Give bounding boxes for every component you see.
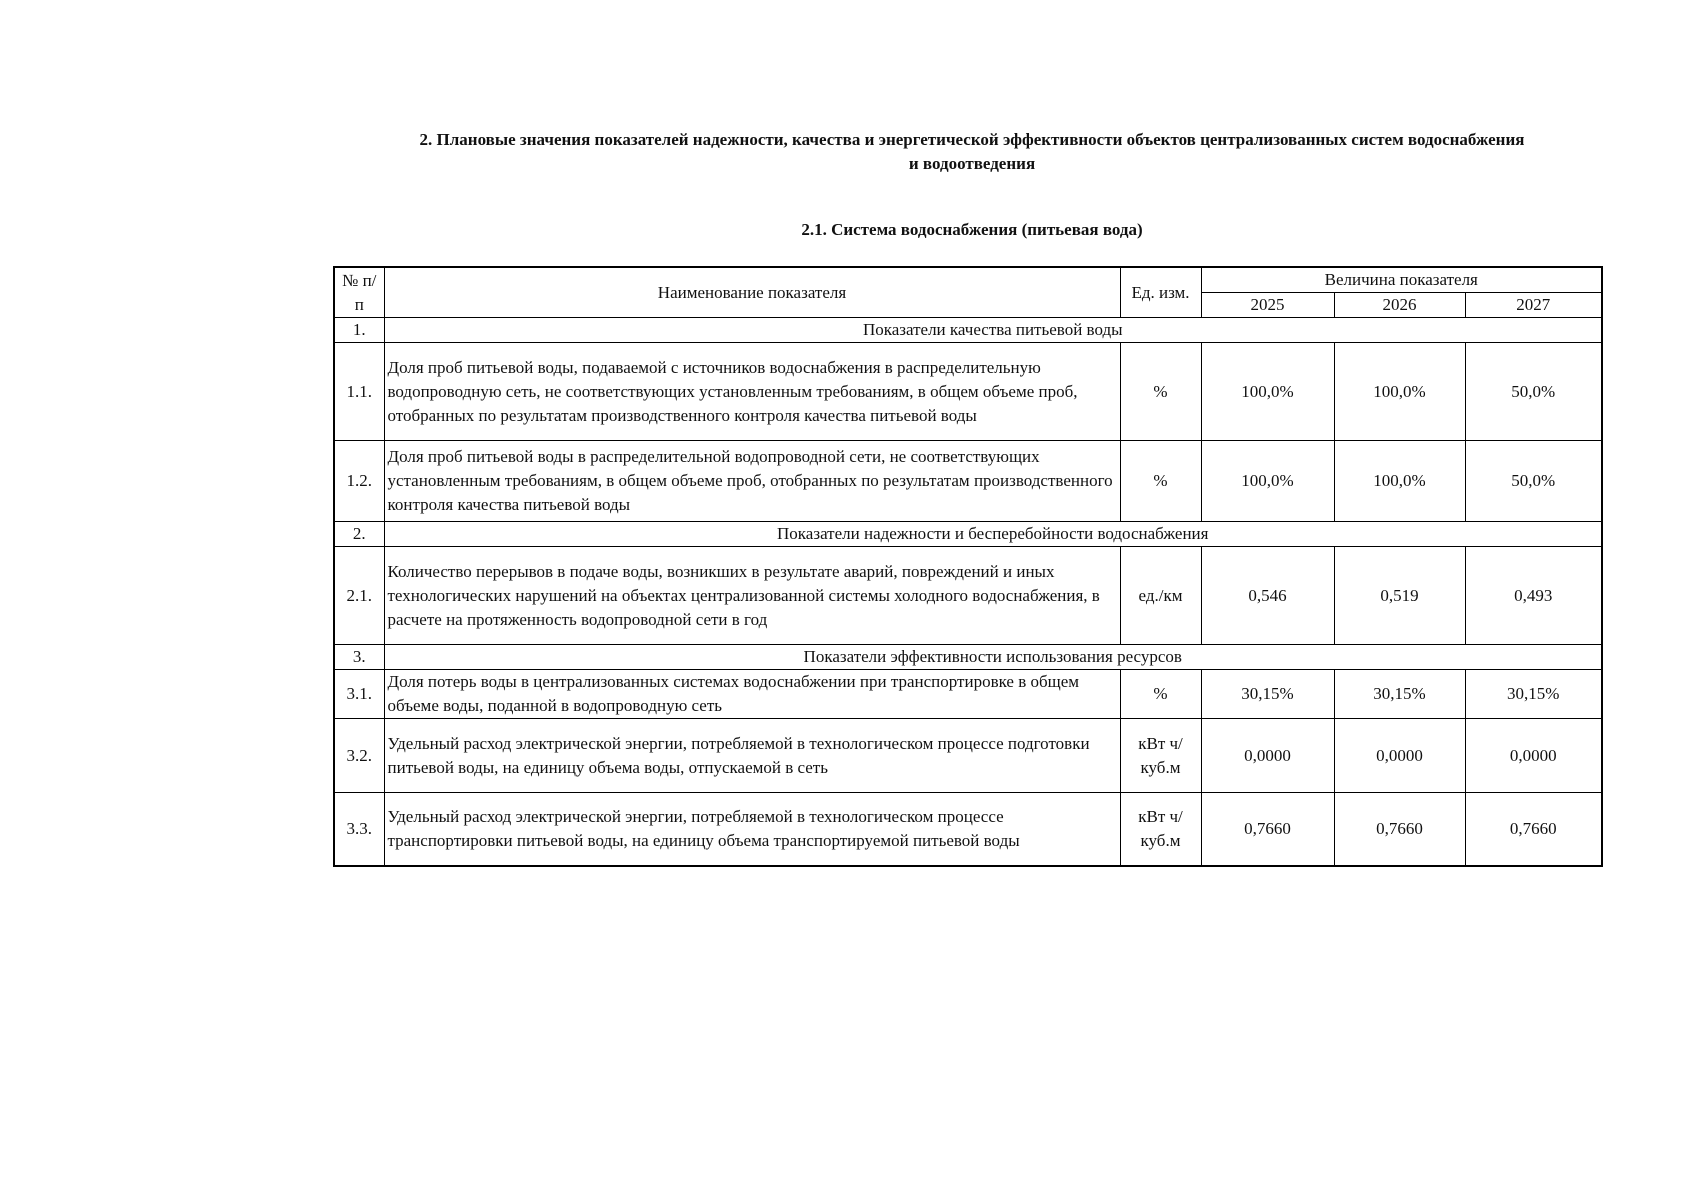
indicator-name: Удельный расход электрической энергии, потребляемой в технологическом процессе транспортировки питьевой воды, на единицу объема транспортируемой питьевой воды [384,793,1120,866]
value-2025: 0,7660 [1201,793,1334,866]
document-heading [333,128,1611,176]
header-value-group: Величина показателя [1201,267,1602,293]
header-name: Наименование показателя [384,267,1120,318]
row-num: 2.1. [334,547,384,645]
row-num: 3.3. [334,793,384,866]
value-2025: 100,0% [1201,343,1334,441]
section-title: Показатели качества питьевой воды [384,318,1602,343]
table-row [334,547,1602,645]
value-2026: 0,0000 [1334,719,1465,793]
row-num: 1.2. [334,441,384,522]
header-num: № п/п [334,267,384,318]
value-2026: 30,15% [1334,670,1465,719]
row-num: 1. [334,318,384,343]
indicator-unit: кВт ч/куб.м [1120,793,1201,866]
row-num: 3.2. [334,719,384,793]
header-unit: Ед. изм. [1120,267,1201,318]
header-year: 2025 [1201,293,1334,318]
section-subheading: 2.1. Система водоснабжения (питьевая вода) [801,220,1143,239]
indicator-name: Доля потерь воды в централизованных системах водоснабжении при транспортировке в общем объеме воды, поданной в водопроводную сеть [384,670,1120,719]
row-num: 1.1. [334,343,384,441]
table-row [334,793,1602,866]
value-2027: 50,0% [1465,441,1602,522]
value-2025: 0,546 [1201,547,1334,645]
header-year: 2027 [1465,293,1602,318]
indicator-name: Удельный расход электрической энергии, потребляемой в технологическом процессе подготовки питьевой воды, на единицу объема воды, отпускаемой в сеть [384,719,1120,793]
indicator-name: Доля проб питьевой воды, подаваемой с источников водоснабжения в распределительную водопроводную сеть, не соответствующих установленным требованиям, в общем объеме проб, отобранных по результатам производственного контроля качества питьевой воды [384,343,1120,441]
table-row [334,719,1602,793]
section-title: Показатели эффективности использования ресурсов [384,645,1602,670]
section-row [334,318,1602,343]
indicator-unit: кВт ч/куб.м [1120,719,1201,793]
indicators-table [333,266,1603,867]
indicator-unit: % [1120,343,1201,441]
indicator-unit: % [1120,441,1201,522]
row-num: 3. [334,645,384,670]
header-year: 2026 [1334,293,1465,318]
value-2027: 0,493 [1465,547,1602,645]
value-2025: 30,15% [1201,670,1334,719]
value-2027: 50,0% [1465,343,1602,441]
section-row [334,645,1602,670]
value-2027: 0,7660 [1465,793,1602,866]
table-row [334,441,1602,522]
row-num: 3.1. [334,670,384,719]
indicator-unit: ед./км [1120,547,1201,645]
row-num: 2. [334,522,384,547]
table-header-row [334,267,1602,293]
indicator-name: Доля проб питьевой воды в распределительной водопроводной сети, не соответствующих установленным требованиям, в общем объеме проб, отобранных по результатам производственного контроля качества питьевой воды [384,441,1120,522]
value-2026: 100,0% [1334,343,1465,441]
value-2026: 0,7660 [1334,793,1465,866]
value-2026: 100,0% [1334,441,1465,522]
table-row [334,670,1602,719]
value-2026: 0,519 [1334,547,1465,645]
heading-line-2: и водоотведения [908,154,1036,173]
indicator-unit: % [1120,670,1201,719]
value-2025: 0,0000 [1201,719,1334,793]
value-2027: 0,0000 [1465,719,1602,793]
section-row [334,522,1602,547]
value-2027: 30,15% [1465,670,1602,719]
indicator-name: Количество перерывов в подаче воды, возникших в результате аварий, повреждений и иных технологических нарушений на объектах централизованной системы холодного водоснабжения, в расчете на протяженность водопроводной сети в год [384,547,1120,645]
value-2025: 100,0% [1201,441,1334,522]
section-title: Показатели надежности и бесперебойности водоснабжения [384,522,1602,547]
table-row [334,343,1602,441]
heading-line-1: 2. Плановые значения показателей надежности, качества и энергетической эффективности объектов централизованных систем водоснабжения [419,130,1525,149]
